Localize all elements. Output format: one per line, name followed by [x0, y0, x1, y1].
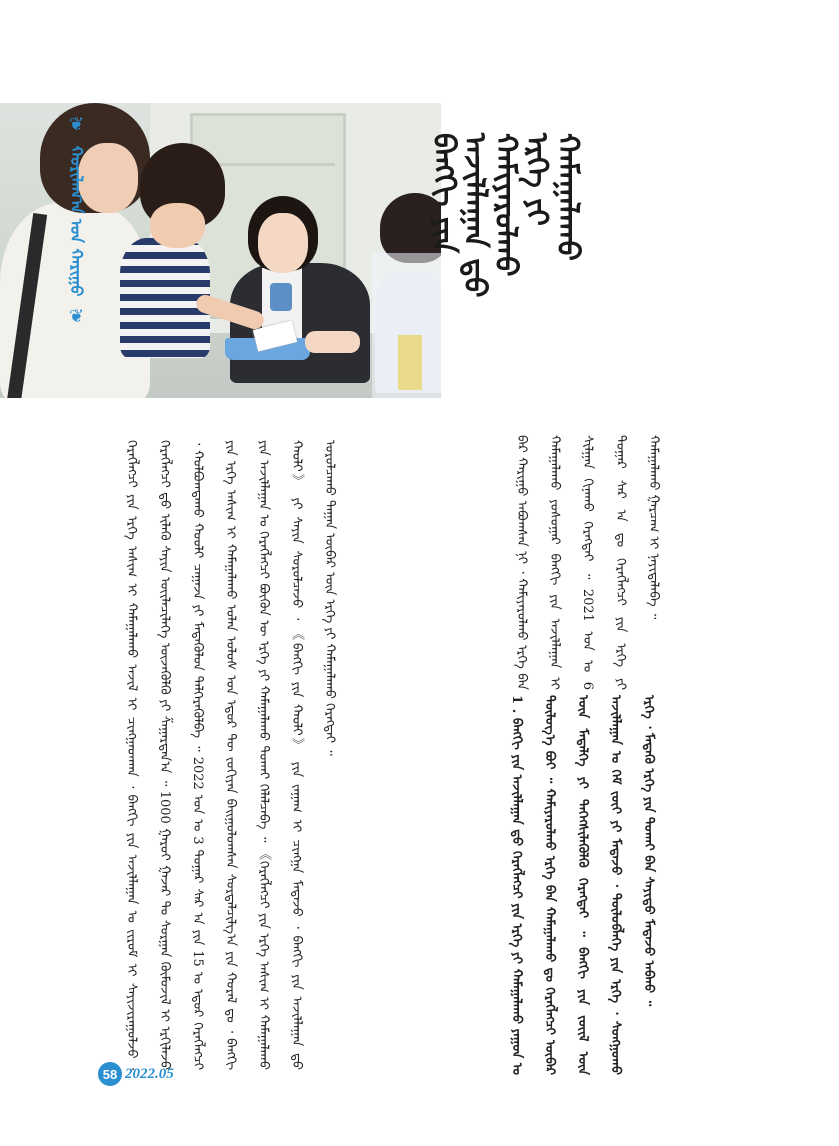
photo-clerk-hand: [305, 331, 360, 353]
ornament-icon: ❦: [66, 114, 87, 136]
section-label: [62, 110, 90, 332]
photo-clerk-scarf: [270, 283, 292, 311]
photo-clerk-face: [258, 213, 308, 273]
issue-number: 2022.05: [125, 1065, 174, 1082]
page-folio: [98, 1062, 174, 1086]
photo-child-face: [150, 203, 205, 248]
photo-number-stand: [398, 335, 422, 390]
body-column-bottom-right: 1 . ᠪᠠᠩᠬᠢ ᠶᠢᠨ ᠠᠵᠢᠯᠯᠠᠭᠠᠨ ᠳ᠋ᠤ ᠬᠡᠷᠡᠭᠯᠡᠭᠴᠢ ᠶᠢᠨ ᠡᠷᠬᠡ ᠶᠢ ᠬᠠᠮᠠᠭᠠᠯᠠᠬᠤ ᠶᠠᠭᠤᠨ ᠤ ᠲᠥᠯᠥᠭ᠎ᠡ ᠪᠤᠢ ᠃ ᠬᠠᠮᠢᠶᠠᠷᠤᠯᠬᠤ ᠡᠷᠬᠡ ᠪᠠᠨ ᠬᠠᠮᠠᠭᠠᠯᠠᠬᠤ ᠳᠤ ᠬᠡᠷᠡᠭᠯᠡᠭᠴᠢ ᠥᠪᠡᠷ ᠦᠨ ᠮᠡᠳᠡᠯᠭᠡ ᠶᠢ ᠳᠡᠭᠡᠭᠰᠢᠯᠡᠭᠦᠯᠬᠦ ᠬᠡᠷᠡᠭᠲᠡᠢ ᠃ ᠪᠠᠩᠬᠢ ᠶᠢᠨ ᠵᠦᠢᠯ ᠦᠨ ᠠᠵᠢᠯᠯᠠᠭᠠᠨ ᠤ ᠬᠡᠮ ᠵᠦᠢ ᠶᠢ ᠮᠡᠳᠡᠵᠦ ᠂ ᠲᠥᠯᠥᠪᠯᠡᠭᠡ ᠶᠢᠨ ᠡᠷᠬᠡ ᠂ ᠰᠣᠩᠭᠣᠬᠤ ᠡᠷᠬᠡ ᠂ ᠮᠡᠳᠡᠬᠦ ᠡᠷᠬᠡ ᠶᠢᠨ ᠲᠤᠬᠠᠢ ᠪᠠᠨ ᠰᠠᠶᠢᠲᠤ ᠮᠡᠳᠡᠵᠦ ᠠᠪᠬᠤ ᠃: [509, 695, 656, 1075]
body-column-top-right: ᠪᠡᠷ ᠬᠠᠷᠢᠭᠤ ᠠᠪᠤᠭᠰᠠᠨ ᠨᠢ ᠂ ᠬᠠᠮᠢᠶᠠᠷᠤᠯᠬᠤ ᠡᠷᠬᠡ ᠪᠠᠨ ᠬᠠᠮᠠᠭᠠᠯᠠᠬᠤ ᠶᠣᠰᠣᠭᠠᠷ ᠪᠠᠩᠬᠢ ᠶᠢᠨ ᠠᠵᠢᠯᠯᠠᠭᠠᠨ ᠢ ᠰᠢᠯᠭᠠᠨ ᠬᠢᠨᠠᠬᠤ ᠬᠡᠷᠡᠭᠲᠡᠢ ᠃ 2021 ᠣᠨ ᠤ 6 ᠳᠤᠭᠠᠷ ᠰᠠᠷ ᠠ ᠳᠤ ᠬᠡᠷᠡᠭᠯᠡᠭᠴᠢ ᠶᠢᠨ ᠡᠷᠬᠡ ᠶᠢ ᠬᠠᠮᠠᠭᠠᠯᠠᠬᠤ ᠭᠠᠷᠴᠠᠭ ᠢ ᠨᠡᠶᠢᠲᠡᠯᠡᠪᠡ ᠃: [514, 435, 661, 690]
section-label-text: ᠬᠣᠷᠢᠯᠠᠭ᠎ᠠ ᠤᠨ ᠬᠠᠷᠢᠭᠤ: [67, 145, 86, 297]
ornament-icon: ❦: [66, 306, 87, 328]
article-title: ᠪᠠᠩᠬᠢ ᠶᠢᠨ ᠠᠵᠢᠯᠯᠠᠭᠠᠨ ᠳ᠋ᠤ ᠬᠠᠮᠢᠶᠠᠷᠤᠯᠬᠤ ᠡᠷᠬᠡ ᠶᠢ ᠬᠠᠮᠠᠭᠠᠯᠠᠬᠤ: [426, 133, 585, 298]
photo-child: [120, 238, 210, 358]
page-number: 58: [98, 1062, 122, 1086]
body-column-left: ᠬᠡᠷᠡᠭᠯᠡᠭᠴᠢ ᠶᠢᠨ ᠡᠷᠬᠡ ᠠᠰᠢᠭ ᠢ ᠬᠠᠮᠠᠭᠠᠯᠠᠬᠤ ᠠᠵᠢᠯ ᠢ ᠴᠢᠩᠭᠠᠳᠬᠠᠨ ᠂ ᠪᠠᠩᠬᠢ ᠶᠢᠨ ᠠᠵᠢᠯᠯᠠᠭᠠᠨ ᠤ ᠵᠢᠷᠤᠮ ᠢ ᠰᠠᠶᠢᠵᠢᠷᠠᠭᠤᠯᠵᠤ ᠂ ᠬᠡᠷᠡᠭᠯᠡᠭᠴᠢ ᠳ᠋ᠦ ᠢᠯᠡᠭᠦ ᠰᠠᠶᠢᠨ ᠦᠢᠯᠡᠴᠢᠯᠡᠭᠡ ᠦᠵᠡᠭᠦᠯᠬᠦ ᠶᠢ ᠱᠠᠭᠠᠷᠳᠠᠨ᠎ᠠ ᠃ 1000 ᠭᠠᠷᠤᠢ ᠭᠠᠵᠠᠷ ᠲᠤ ᠰᠤᠷᠭᠠᠨ ᠬᠦᠮᠦᠵᠢᠯ ᠢ ᠡᠷᠬᠢᠯᠡᠵᠦ ᠂ ᠬᠣᠯᠪᠣᠭᠳᠠᠬᠤ ᠬᠤᠤᠯᠢ ᠴᠠᠭᠠᠵᠠ ᠶᠢ ᠮᠡᠳᠡᠭᠦᠯᠦᠨ ᠳᠡᠯᠭᠡᠷᠡᠭᠦᠯᠪᠡ ᠃ 2022 ᠣᠨ ᠤ 3 ᠳᠤᠭᠠᠷ ᠰᠠᠷ ᠠ ᠶᠢᠨ 15 ᠤ ᠡᠳᠦᠷ ᠬᠡᠷᠡᠭᠯᠡᠭᠴᠢ ᠶᠢᠨ ᠡᠷᠬᠡ ᠠᠰᠢᠭ ᠢ ᠬᠠᠮᠠᠭᠠᠯᠠᠬᠤ ᠣᠯᠠᠨ ᠤᠯᠤᠰ ᠤᠨ ᠡᠳᠦᠷ ᠲᠦ ᠵᠣᠬᠢᠶᠠᠨ ᠪᠠᠢᠭᠤᠯᠤᠭᠰᠠᠨ ᠰᠤᠷᠲᠠᠯᠴᠢᠯᠭ᠎ᠠ ᠶᠢᠨ ᠬᠤᠷᠠᠯ ᠳᠤ ᠂ ᠪᠠᠩᠬᠢ ᠶᠢᠨ ᠠᠵᠢᠯᠯᠠᠭᠠᠨ ᠤ ᠬᠡᠷᠡᠭᠯᠡᠭᠴᠢ ᠪᠦᠬᠦᠨ ᠦ ᠡᠷᠬᠡ ᠶᠢ ᠬᠠᠮᠠᠭᠠᠯᠠᠬᠤ ᠲᠤᠬᠠᠢ ᠬᠡᠯᠡᠯᠴᠡᠪᠡ ᠃ 《ᠬᠡᠷᠡᠭᠯᠡᠭᠴᠢ ᠶᠢᠨ ᠡᠷᠬᠡ ᠠᠰᠢᠭ ᠢ ᠬᠠᠮᠠᠭᠠᠯᠠᠬᠤ ᠬᠠᠤᠯᠢ》 ᠶᠢ ᠰᠠᠶᠢᠨ ᠰᠤᠷᠤᠯᠴᠠᠵᠤ ᠂ 《ᠪᠠᠩᠬᠢ ᠶᠢᠨ ᠬᠠᠤᠯᠢ》 ᠶᠢᠨ ᠵᠠᠭᠠᠭ ᠢ ᠴᠢᠩᠭᠠ ᠮᠡᠳᠡᠵᠦ ᠂ ᠪᠠᠩᠬᠢ ᠶᠢᠨ ᠠᠵᠢᠯᠯᠠᠭᠠᠨ ᠳ᠋ᠤ ᠣᠷᠣᠯᠴᠠᠬᠤ ᠳᠠᠭᠠᠨ ᠥᠪᠡᠷ ᠦᠨ ᠡᠷᠬᠡ ᠶᠢ ᠬᠠᠮᠠᠭᠠᠯᠠᠬᠤ ᠬᠡᠷᠡᠭᠲᠡᠢ ᠃: [124, 440, 337, 1070]
